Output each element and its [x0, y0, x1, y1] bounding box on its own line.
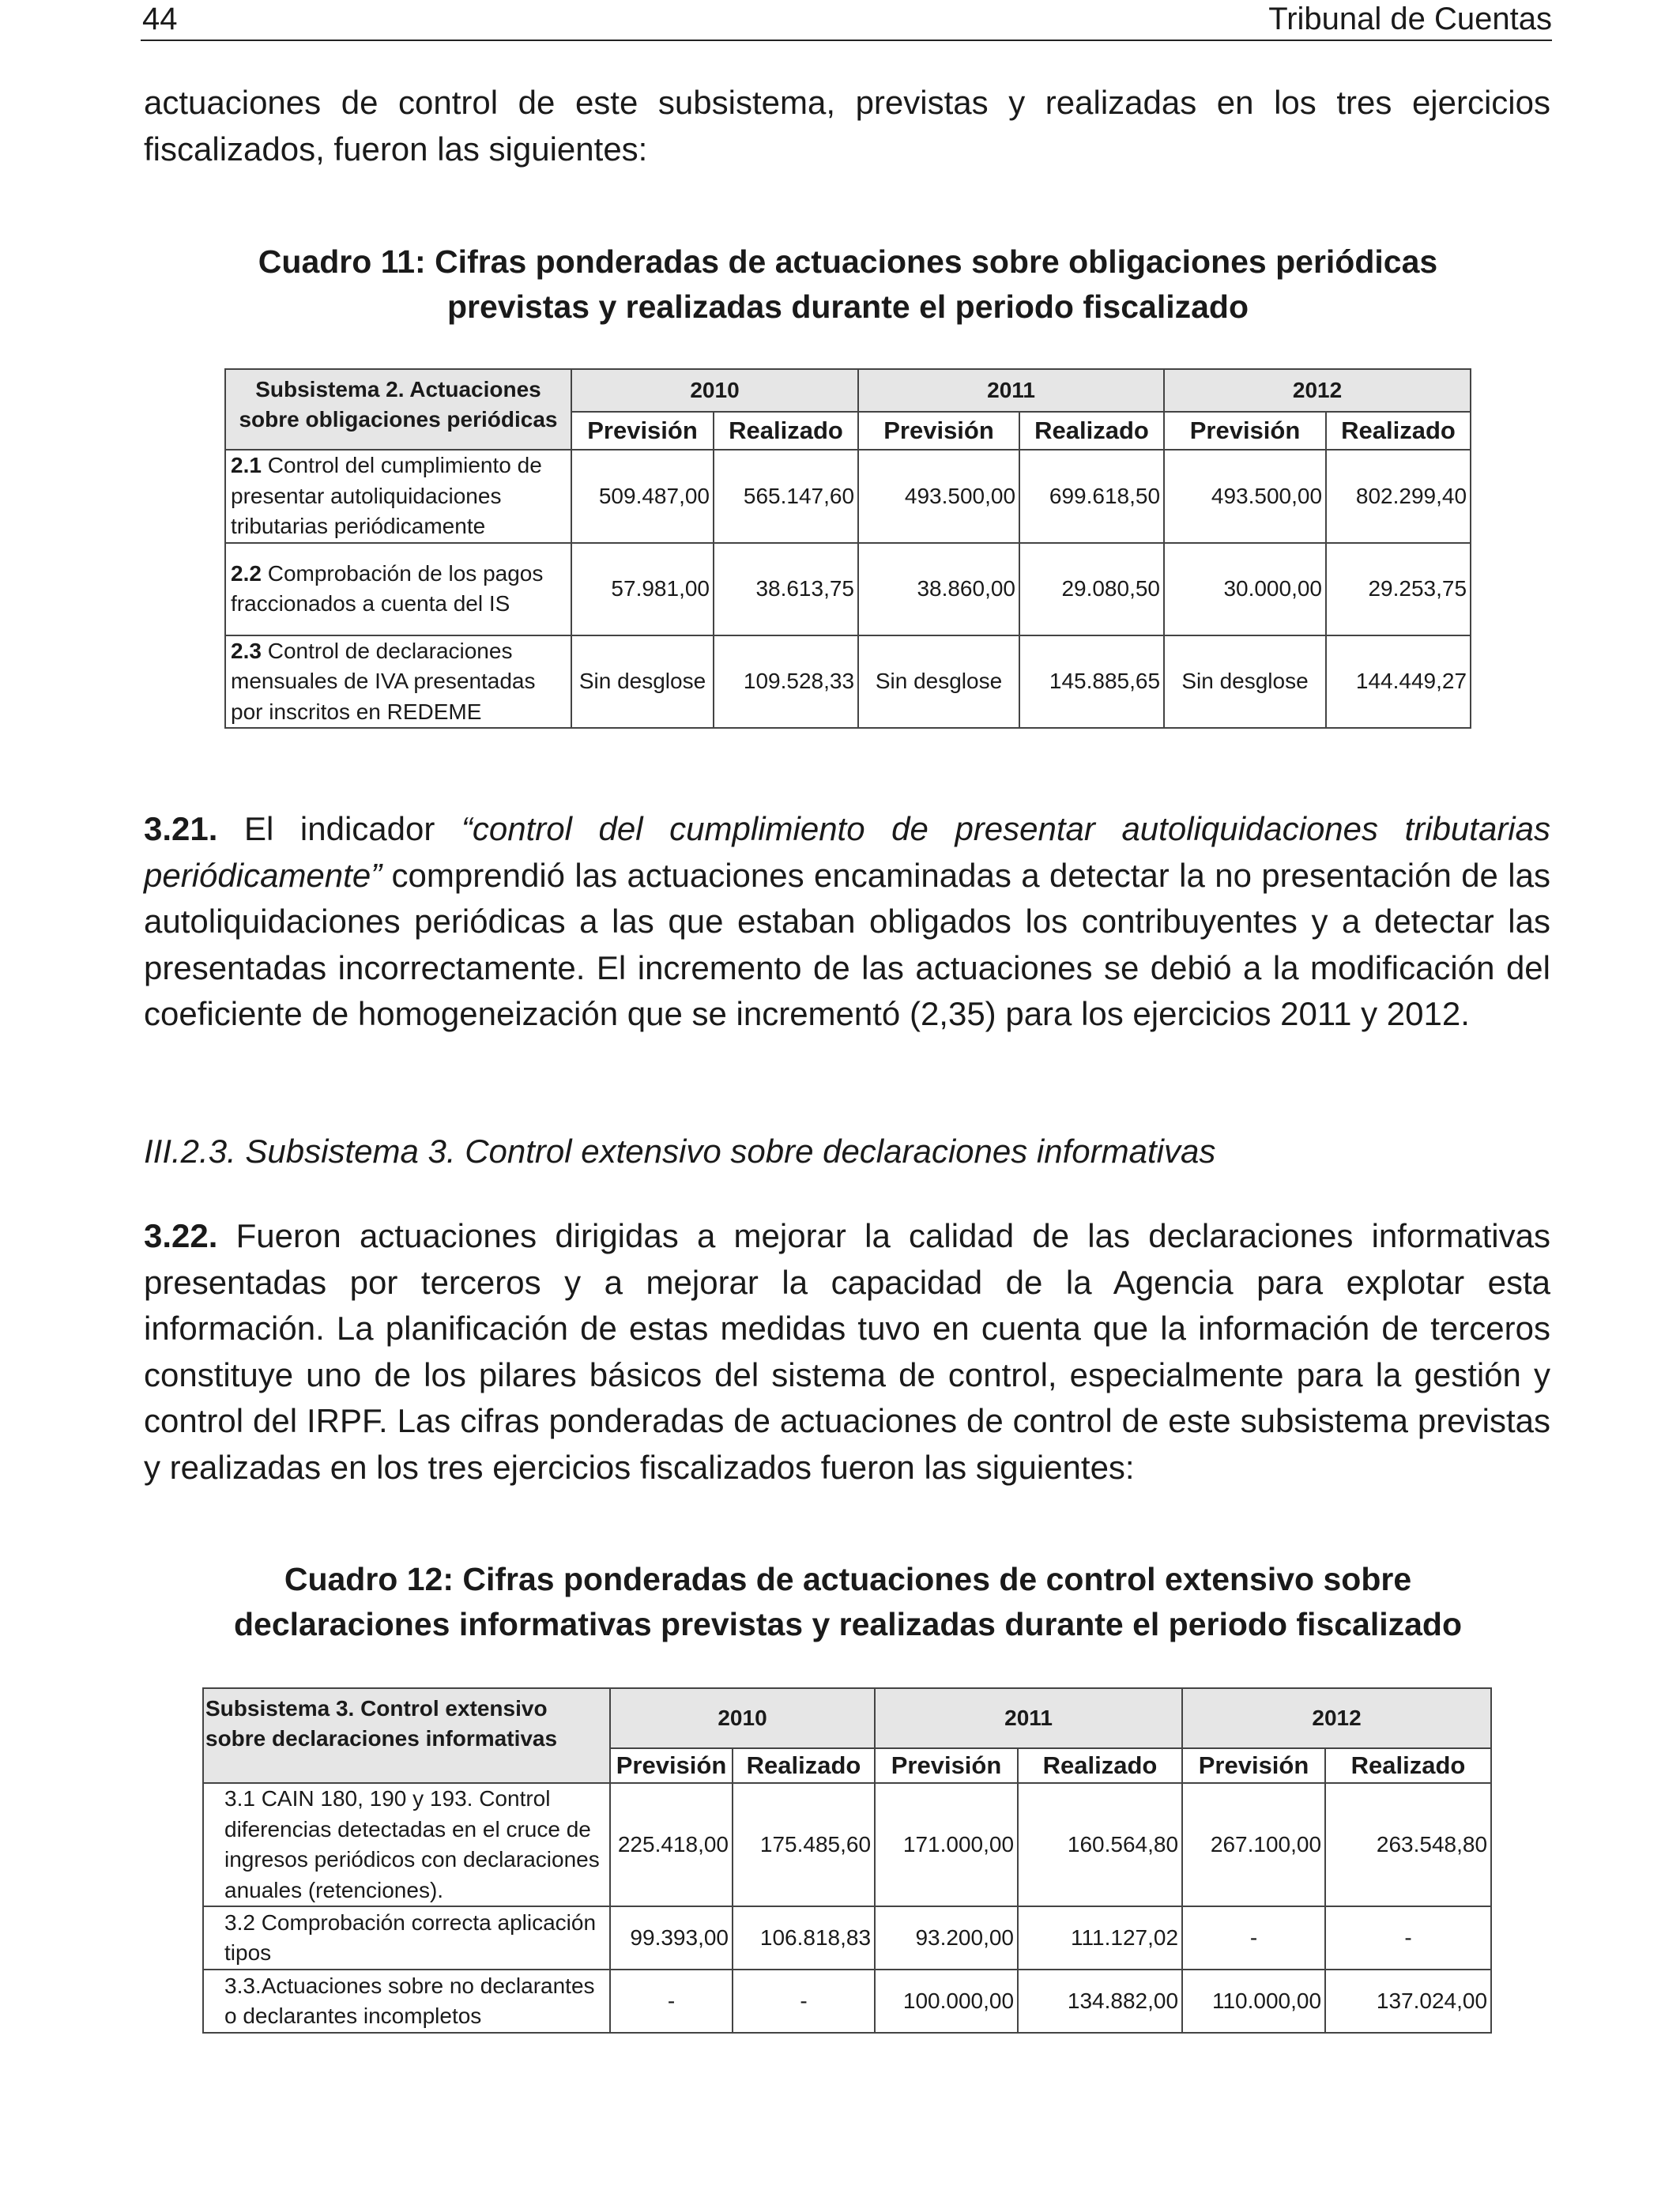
table-cell: 100.000,00 — [875, 1970, 1018, 2033]
table-cell: 145.885,65 — [1019, 635, 1164, 729]
table-cell: 29.080,50 — [1019, 543, 1164, 635]
table-cell: Sin desglose — [858, 635, 1019, 729]
paragraph-3-21: 3.21. El indicador “control del cumplimiento de presentar autoliquidaciones tributarias periódicamente” comprendió las actuaciones encaminadas a detectar la no presentación de las autoliquidaciones periódicas a las que estaban obligados los contribuyentes y a detectar las presentadas incorrectamente. El incremento de las actuaciones se debió a la modificación del coeficiente de homogeneización que se incrementó (2,35) para los ejercicios 2011 y 2012. — [144, 810, 1550, 1032]
table11-subheader: Realizado — [714, 412, 858, 450]
row-label: 3.1 CAIN 180, 190 y 193. Control diferencias detectadas en el cruce de ingresos periódicos con declaraciones anuales (retenciones). — [203, 1783, 610, 1906]
table-cell: - — [1182, 1906, 1325, 1970]
table-cell: Sin desglose — [1164, 635, 1326, 729]
table-cell: 111.127,02 — [1018, 1906, 1182, 1970]
paragraph-3-22: 3.22. Fueron actuaciones dirigidas a mejorar la calidad de las declaraciones informativas presentadas por terceros y a mejorar la capacidad de la Agencia para explotar esta información. La planificación de estas medidas tuvo en cuenta que la información de terceros constituye uno de los pilares básicos del sistema de control, especialmente para la gestión y control del IRPF. Las cifras ponderadas de actuaciones de control de este subsistema previstas y realizadas en los tres ejercicios fiscalizados fueron las siguientes: — [144, 1217, 1550, 1486]
table12-subheader: Previsión — [610, 1748, 733, 1783]
table12-caption — [142, 1557, 1554, 1647]
table-cell: 137.024,00 — [1325, 1970, 1491, 2033]
table-cell: 493.500,00 — [1164, 450, 1326, 543]
table-cell: 225.418,00 — [610, 1783, 733, 1906]
table11-caption-line2: previstas y realizadas durante el periodo fiscalizado — [447, 288, 1249, 325]
table-cell: 802.299,40 — [1326, 450, 1471, 543]
table11-caption-line1: Cuadro 11: Cifras ponderadas de actuaciones sobre obligaciones periódicas — [258, 243, 1438, 280]
table-row — [203, 1783, 1491, 1906]
table-row — [225, 450, 1471, 543]
table12-subheader: Previsión — [1182, 1748, 1325, 1783]
intro-paragraph: actuaciones de control de este subsistema, previstas y realizadas en los tres ejercicios fiscalizados, fueron las siguientes: — [144, 84, 1550, 168]
table12-year-2010: 2010 — [610, 1688, 875, 1748]
row-label: 3.2 Comprobación correcta aplicación tipos — [203, 1906, 610, 1970]
row-label: 2.3 Control de declaraciones mensuales de IVA presentadas por inscritos en REDEME — [225, 635, 571, 729]
table-cell: 699.618,50 — [1019, 450, 1164, 543]
table-cell: 38.613,75 — [714, 543, 858, 635]
table12-subheader: Realizado — [1325, 1748, 1491, 1783]
row-label: 2.1 Control del cumplimiento de presentar autoliquidaciones tributarias periódicamente — [225, 450, 571, 543]
table11 — [224, 368, 1471, 729]
paragraph-number: 3.21. — [144, 810, 218, 847]
table-cell: 144.449,27 — [1326, 635, 1471, 729]
table12-caption-line1: Cuadro 12: Cifras ponderadas de actuaciones de control extensivo sobre — [284, 1561, 1412, 1597]
table12-subheader: Previsión — [875, 1748, 1018, 1783]
table-cell: 93.200,00 — [875, 1906, 1018, 1970]
table-cell: 29.253,75 — [1326, 543, 1471, 635]
table-cell: Sin desglose — [571, 635, 714, 729]
table11-subheader: Previsión — [571, 412, 714, 450]
table12-year-2012: 2012 — [1182, 1688, 1491, 1748]
table-cell: 57.981,00 — [571, 543, 714, 635]
table12-caption-line2: declaraciones informativas previstas y realizadas durante el periodo fiscalizado — [233, 1606, 1463, 1642]
paragraph-number: 3.22. — [144, 1217, 218, 1254]
table-cell: 263.548,80 — [1325, 1783, 1491, 1906]
page-number: 44 — [142, 2, 178, 36]
table-cell: 109.528,33 — [714, 635, 858, 729]
table-cell: 110.000,00 — [1182, 1970, 1325, 2033]
table11-year-2011: 2011 — [858, 369, 1164, 412]
table-cell: 160.564,80 — [1018, 1783, 1182, 1906]
table-cell: 175.485,60 — [733, 1783, 875, 1906]
table-cell: 134.882,00 — [1018, 1970, 1182, 2033]
table11-subheader: Previsión — [1164, 412, 1326, 450]
table-row — [203, 1970, 1491, 2033]
table12-year-2011: 2011 — [875, 1688, 1182, 1748]
table-cell: 565.147,60 — [714, 450, 858, 543]
table-cell: - — [610, 1970, 733, 2033]
table-cell: 38.860,00 — [858, 543, 1019, 635]
table11-year-2010: 2010 — [571, 369, 858, 412]
table-row — [225, 543, 1471, 635]
running-title: Tribunal de Cuentas — [1268, 2, 1552, 36]
table11-caption — [142, 239, 1554, 330]
quoted-indicator: “control del cumplimiento de presentar autoliquidaciones tributarias periódicamente” — [144, 810, 1550, 894]
table11-year-2012: 2012 — [1164, 369, 1471, 412]
row-label: 2.2 Comprobación de los pagos fraccionados a cuenta del IS — [225, 543, 571, 635]
header-rule — [141, 40, 1552, 41]
section-heading: III.2.3. Subsistema 3. Control extensivo sobre declaraciones informativas — [144, 1133, 1216, 1170]
table12 — [202, 1687, 1492, 2034]
table11-subheader: Previsión — [858, 412, 1019, 450]
table12-corner-header: Subsistema 3. Control extensivo sobre declaraciones informativas — [203, 1688, 610, 1783]
table-cell: 509.487,00 — [571, 450, 714, 543]
table11-subheader: Realizado — [1326, 412, 1471, 450]
table-cell: 267.100,00 — [1182, 1783, 1325, 1906]
table12-subheader: Realizado — [1018, 1748, 1182, 1783]
table-cell: 30.000,00 — [1164, 543, 1326, 635]
table-cell: 493.500,00 — [858, 450, 1019, 543]
table-cell: 106.818,83 — [733, 1906, 875, 1970]
table11-subheader: Realizado — [1019, 412, 1164, 450]
row-label: 3.3.Actuaciones sobre no declarantes o declarantes incompletos — [203, 1970, 610, 2033]
table11-corner-header: Subsistema 2. Actuaciones sobre obligaciones periódicas — [225, 369, 571, 450]
table12-subheader: Realizado — [733, 1748, 875, 1783]
table-cell: 99.393,00 — [610, 1906, 733, 1970]
table-row — [225, 635, 1471, 729]
table-cell: - — [1325, 1906, 1491, 1970]
table-cell: - — [733, 1970, 875, 2033]
table-row — [203, 1906, 1491, 1970]
table-cell: 171.000,00 — [875, 1783, 1018, 1906]
